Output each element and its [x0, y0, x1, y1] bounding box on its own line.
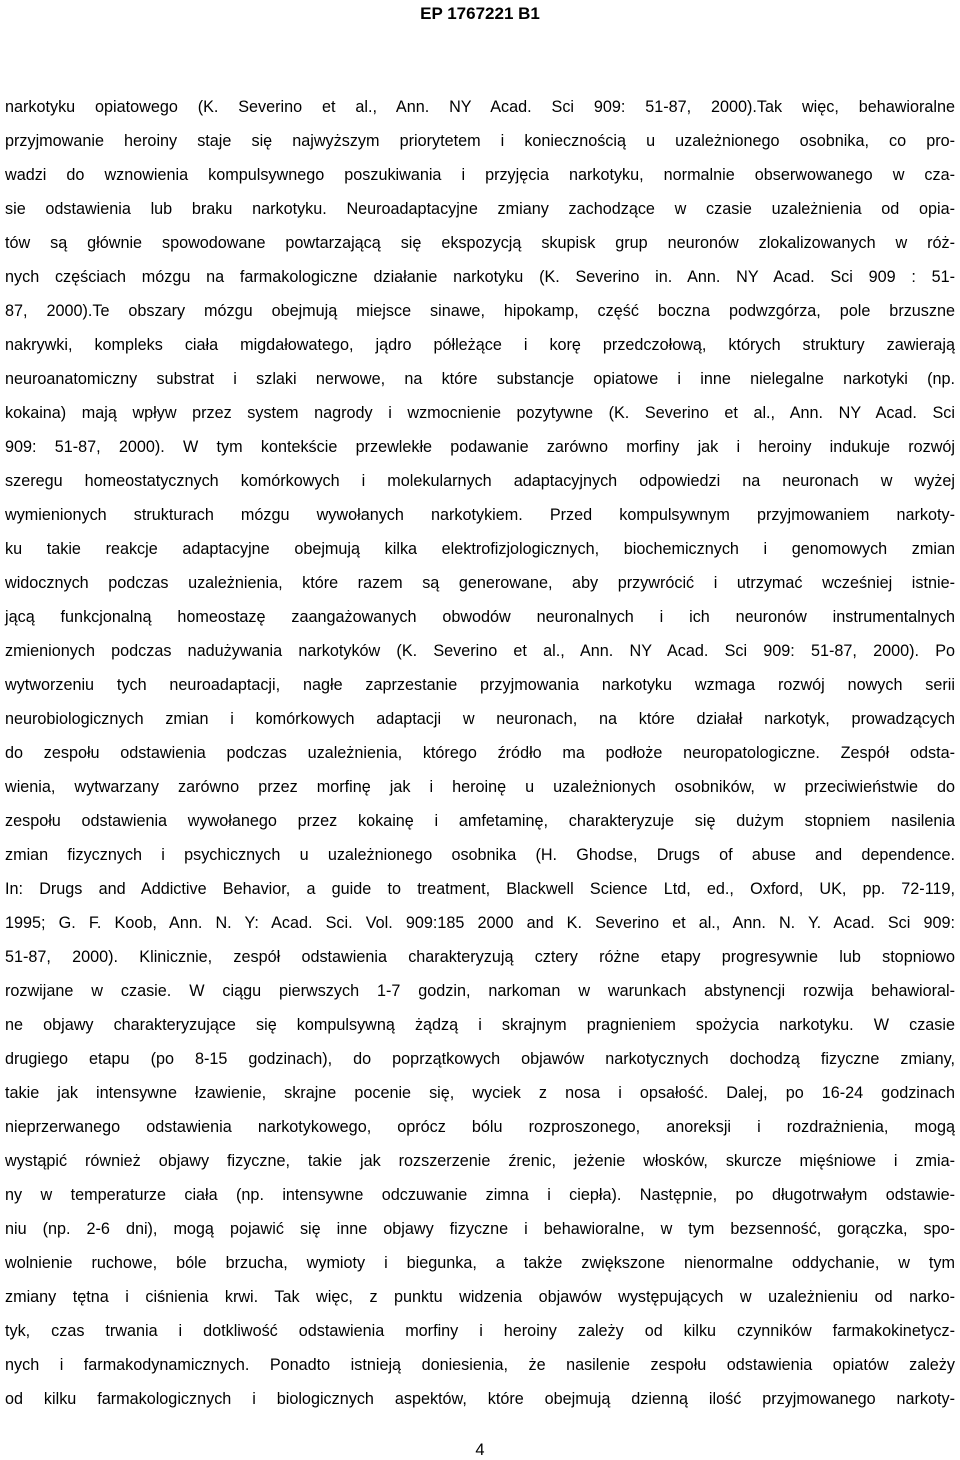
text-line: wystąpić również objawy fizyczne, takie jak rozszerzenie źrenic, jeżenie włosków, skurcze mięśniowe i zmia- — [5, 1152, 955, 1170]
text-line: In: Drugs and Addictive Behavior, a guide to treatment, Blackwell Science Ltd, ed., Oxford, UK, pp. 72-119, — [5, 880, 955, 898]
text-line: takie jak intensywne łzawienie, skrajne pocenie się, wyciek z nosa i opsałość. Dalej, po 16-24 godzinach — [5, 1084, 955, 1102]
text-line: 87, 2000).Te obszary mózgu obejmują miejsce sinawe, hipokamp, część boczna podwzgórza, pole brzuszne — [5, 302, 955, 320]
text-line: wymienionych strukturach mózgu wywołanych narkotykiem. Przed kompulsywnym przyjmowaniem narkoty- — [5, 506, 955, 524]
document-id: EP 1767221 B1 — [420, 4, 540, 23]
text-line: neuroanatomiczny substrat i szlaki nerwowe, na które substancje opiatowe i inne nielegalne narkotyki (np. — [5, 370, 955, 388]
text-line: zmian fizycznych i psychicznych u uzależnionego osobnika (H. Ghodse, Drugs of abuse and dependence. — [5, 846, 955, 864]
text-line: 1995; G. F. Koob, Ann. N. Y: Acad. Sci. Vol. 909:185 2000 and K. Severino et al., Ann. N. Y. Acad. Sci 909: — [5, 914, 955, 932]
text-line: nych częściach mózgu na farmakologiczne działanie narkotyku (K. Severino in. Ann. NY Acad. Sci 909 : 51- — [5, 268, 955, 286]
text-line: ny w temperaturze ciała (np. intensywne odczuwanie zimna i ciepła). Następnie, po długotrwałym odstawie- — [5, 1186, 955, 1204]
text-line: wolnienie ruchowe, bóle brzucha, wymioty i biegunka, a także zwiększone nienormalne oddychanie, w tym — [5, 1254, 955, 1272]
text-line: wadzi do wznowienia kompulsywnego poszukiwania i przyjęcia narkotyku, normalnie obserwowanego w cza- — [5, 166, 955, 184]
page-number: 4 — [475, 1441, 485, 1459]
text-line: neurobiologicznych zmian i komórkowych adaptacji w neuronach, na które działał narkotyk, prowadzących — [5, 710, 955, 728]
text-line: ne objawy charakteryzujące się kompulsywną żądzą i skrajnym pragnieniem spożycia narkotyku. W czasie — [5, 1016, 955, 1034]
text-line: zespołu odstawienia wywołanego przez kokainę i amfetaminę, charakteryzuje się dużym stopniem nasilenia — [5, 812, 955, 830]
text-line: szeregu homeostatycznych komórkowych i molekularnych adaptacyjnych odpowiedzi na neuronach w wyżej — [5, 472, 955, 490]
text-line: tyk, czas trwania i dotkliwość odstawienia morfiny i heroiny zależy od kilku czynników farmakokinetycz- — [5, 1322, 955, 1340]
text-line: widocznych podczas uzależnienia, które razem są generowane, aby przywrócić i utrzymać wcześniej istnie- — [5, 574, 955, 592]
text-line: kokaina) mają wpływ przez system nagrody i wzmocnienie pozytywne (K. Severino et al., Ann. NY Acad. Sci — [5, 404, 955, 422]
text-line: jącą funkcjonalną homeostazę zaangażowanych obwodów neuronalnych i ich neuronów instrumentalnych — [5, 608, 955, 626]
text-line: wienia, wytwarzany zarówno przez morfinę jak i heroinę u uzależnionych osobników, w przeciwieństwie do — [5, 778, 955, 796]
text-line: do zespołu odstawienia podczas uzależnienia, którego źródło ma podłoże neuropatologiczne. Zespół odsta- — [5, 744, 955, 762]
text-line: nych i farmakodynamicznych. Ponadto istnieją doniesienia, że nasilenie zespołu odstawienia opiatów zależy — [5, 1356, 955, 1374]
text-line: drugiego etapu (po 8-15 godzinach), do poprzątkowych objawów narkotycznych dochodzą fizyczne zmiany, — [5, 1050, 955, 1068]
text-line: wytworzeniu tych neuroadaptacji, nagłe zaprzestanie przyjmowania narkotyku wzmaga rozwój nowych serii — [5, 676, 955, 694]
text-line: niu (np. 2-6 dni), mogą pojawić się inne objawy fizyczne i behawioralne, w tym bezsenność, gorączka, spo- — [5, 1220, 955, 1238]
text-line: zmiany tętna i ciśnienia krwi. Tak więc, z punktu widzenia objawów występujących w uzależnieniu od narko- — [5, 1288, 955, 1306]
text-line: 51-87, 2000). Klinicznie, zespół odstawienia charakteryzują cztery różne etapy progresywnie lub stopniowo — [5, 948, 955, 966]
text-line: rozwijane w czasie. W ciągu pierwszych 1-7 godzin, narkoman w warunkach abstynencji rozwija behawioral- — [5, 982, 955, 1000]
text-line: przyjmowanie heroiny staje się najwyższym priorytetem i koniecznością u uzależnionego osobnika, co pro- — [5, 132, 955, 150]
text-line: nakrywki, kompleks ciała migdałowatego, jądro półleżące i korę przedczołową, których struktury zawierają — [5, 336, 955, 354]
document-header — [0, 3, 960, 25]
text-line: narkotyku opiatowego (K. Severino et al., Ann. NY Acad. Sci 909: 51-87, 2000).Tak więc, behawioralne — [5, 98, 955, 116]
text-line: tów są głównie spowodowane powtarzającą się ekspozycją skupisk grup neuronów zlokalizowanych w róż- — [5, 234, 955, 252]
text-line: od kilku farmakologicznych i biologicznych aspektów, które obejmują dzienną ilość przyjmowanego narkoty- — [5, 1390, 955, 1408]
body-text — [0, 90, 960, 1416]
text-line: nieprzerwanego odstawienia narkotykowego, oprócz bólu rozproszonego, anoreksji i rozdrażnienia, mogą — [5, 1118, 955, 1136]
text-line: sie odstawienia lub braku narkotyku. Neuroadaptacyjne zmiany zachodzące w czasie uzależnienia od opia- — [5, 200, 955, 218]
text-line: ku takie reakcje adaptacyjne obejmują kilka elektrofizjologicznych, biochemicznych i genomowych zmian — [5, 540, 955, 558]
text-line: zmienionych podczas nadużywania narkotyków (K. Severino et al., Ann. NY Acad. Sci 909: 51-87, 2000). Po — [5, 642, 955, 660]
text-line: 909: 51-87, 2000). W tym kontekście przewlekłe podawanie zarówno morfiny jak i heroiny indukuje rozwój — [5, 438, 955, 456]
